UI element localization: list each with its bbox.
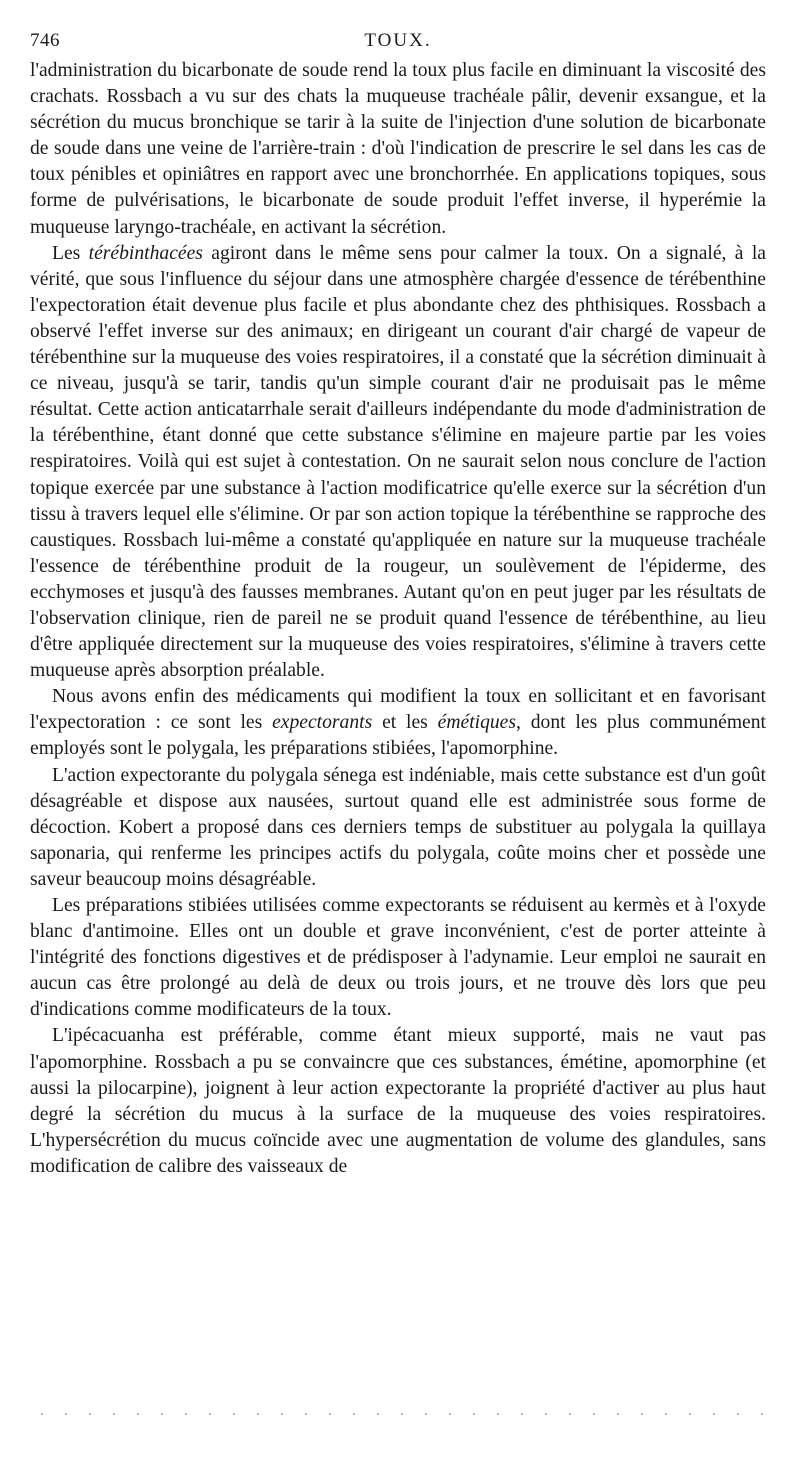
- text-segment: Les: [52, 242, 89, 264]
- paragraph-p6: [30, 1023, 766, 1180]
- paragraph-p1: [30, 58, 766, 241]
- italic-term: térébinthacées: [88, 242, 203, 264]
- text-segment: , dont les plus communément employés sont le polygala, les préparations stibiées, l'apomorphine.: [30, 712, 766, 760]
- text-segment: et les: [372, 712, 438, 734]
- text-segment: Nous avons enfin des médicaments qui modifient la toux en sollicitant et en favorisant l'expectoration : ce sont les: [30, 686, 766, 734]
- text-segment: l'administration du bicarbonate de soude rend la toux plus facile en diminuant la viscosité des crachats. Rossbach a vu sur des chats la muqueuse trachéale pâlir, devenir exsangue, et la sécrétion du mucus bronchique se tarir à la suite de l'injection d'une solution de bicarbonate de soude dans une veine de l'arrière-train : d'où l'indication de prescrire le sel dans les cas de toux pénibles et opiniâtres en rapport avec une bronchorrhée. En applications topiques, sous forme de pulvérisations, le bicarbonate de soude produit l'effet inverse, il hyperémie la muqueuse laryngo-trachéale, en activant la sécrétion.: [30, 60, 766, 238]
- paragraph-p4: [30, 763, 766, 893]
- italic-term: expectorants: [272, 712, 373, 734]
- paragraph-p5: [30, 893, 766, 1023]
- running-title: TOUX.: [364, 30, 432, 51]
- page-number: 746: [30, 30, 60, 51]
- body-text: [30, 58, 766, 1180]
- running-head: [30, 28, 766, 58]
- paragraph-p3: [30, 684, 766, 762]
- text-segment: L'ipécacuanha est préférable, comme étant mieux supporté, mais ne vaut pas l'apomorphine. Rossbach a pu se convaincre que ces substances, émétine, apomorphine (et aussi la pilocarpine), joignent à leur action expectorante la propriété d'activer au plus haut degré la sécrétion du mucus à la surface de la muqueuse des voies respiratoires. L'hypersécrétion du mucus coïncide avec une augmentation de volume des glandules, sans modification de calibre des vaisseaux de: [30, 1025, 766, 1177]
- paragraph-p2: [30, 241, 766, 685]
- bottom-print-artifact: [30, 1412, 766, 1416]
- text-segment: Les préparations stibiées utilisées comme expectorants se réduisent au kermès et à l'oxyde blanc d'antimoine. Elles ont un double et grave inconvénient, c'est de porter atteinte à l'intégrité des fonctions digestives et de prédisposer à l'adynamie. Leur emploi ne saurait en aucun cas être prolongé au delà de deux ou trois jours, et ne trouve dès lors que peu d'indications comme modificateurs de la toux.: [30, 895, 766, 1021]
- text-segment: L'action expectorante du polygala sénega est indéniable, mais cette substance est d'un goût désagréable et dispose aux nausées, surtout quand elle est administrée sous forme de décoction. Kobert a proposé dans ces derniers temps de substituer au polygala la quillaya saponaria, qui renferme les principes actifs du polygala, coûte moins cher et possède une saveur beaucoup moins désagréable.: [30, 764, 766, 890]
- text-segment: agiront dans le même sens pour calmer la toux. On a signalé, à la vérité, que sous l'influence du séjour dans une atmosphère chargée d'essence de térébenthine l'expectoration était devenue plus facile et plus abondante chez des phthisiques. Rossbach a observé l'effet inverse sur des animaux; en dirigeant un courant d'air chargé de vapeur de térébenthine sur la muqueuse des voies respiratoires, il a constaté que la sécrétion diminuait à ce niveau, jusqu'à se tarir, tandis qu'un simple courant d'air ne produisait pas le même résultat. Cette action anticatarrhale serait d'ailleurs indépendante du mode d'administration de la térébenthine, étant donné que cette substance s'élimine en majeure partie par les voies respiratoires. Voilà qui est sujet à contestation. On ne saurait selon nous conclure de l'action topique exercée par une substance à l'action modificatrice qu'elle exerce sur la sécrétion d'un tissu à travers lequel elle s'élimine. Or par son action topique la térébenthine se rapproche des caustiques. Rossbach lui-même a constaté qu'appliquée en nature sur la muqueuse trachéale l'essence de térébenthine produit de la rougeur, un soulèvement de l'épiderme, des ecchymoses et jusqu'à des fausses membranes. Autant qu'on en peut juger par les résultats de l'observation clinique, rien de pareil ne se produit quand l'essence de térébenthine, au lieu d'être appliquée directement sur la muqueuse des voies respiratoires, s'élimine à travers cette muqueuse après absorption préalable.: [30, 242, 766, 682]
- italic-term: émétiques: [437, 712, 517, 734]
- book-page: [30, 28, 766, 1468]
